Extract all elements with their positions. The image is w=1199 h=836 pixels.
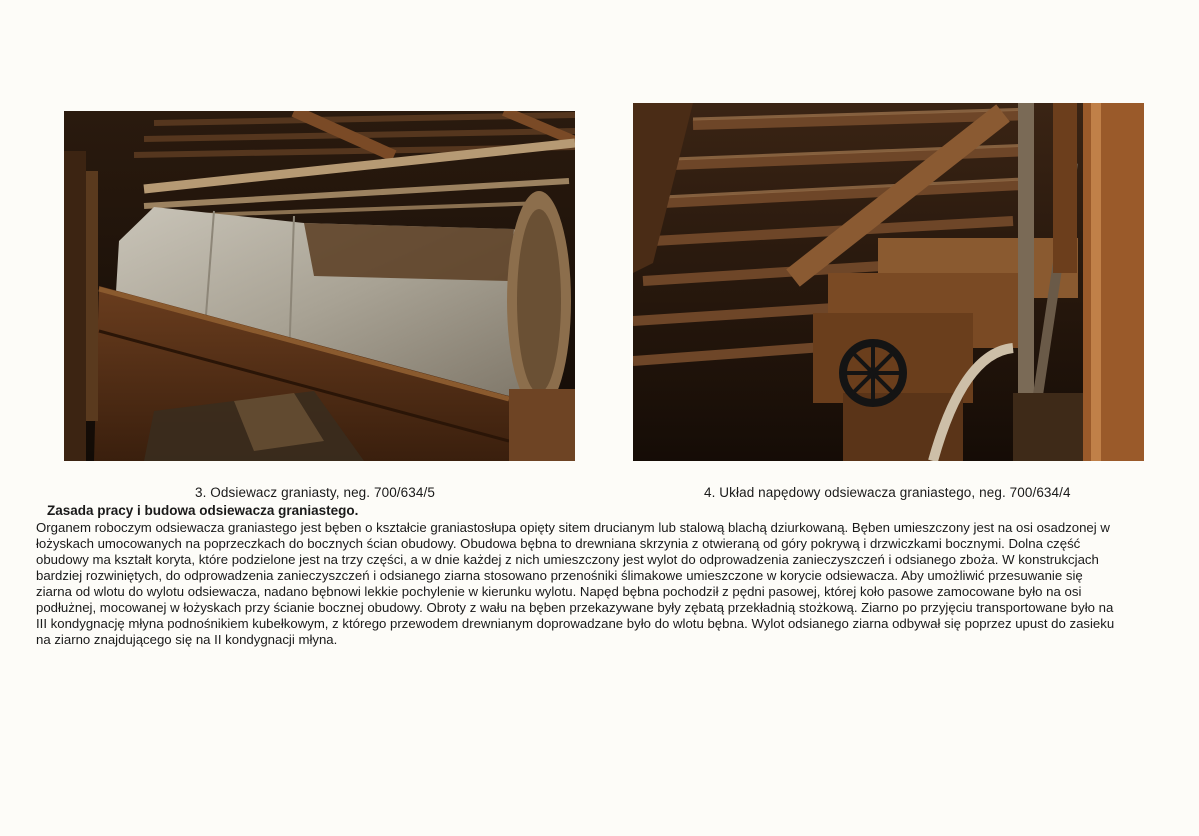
body-text-line: Organem roboczym odsiewacza graniastego jest bęben o kształcie graniastosłupa opięty sitem drucianym lub stalową blachą dziurkowaną. Bęben umieszczony jest na osi osadzonej w [36, 520, 1110, 535]
body-text-line: na ziarno znajdującego się na II kondygnacji młyna. [36, 632, 338, 647]
photo-drive-mechanism [633, 103, 1144, 461]
body-text-line: łożyskach umocowanych na poprzeczkach do bocznych ścian obudowy. Obudowa bębna to drewniana skrzynia z otwieraną od góry pokrywą i drzwiczkami bocznymi. Dolna część [36, 536, 1081, 551]
body-text-line: bardziej rozwiniętych, do odprowadzenia zanieczyszczeń i odsianego ziarna stosowano przenośniki ślimakowe umieszczone w korycie odsiewacza. Aby umożliwić przesuwanie się [36, 568, 1083, 583]
photo-grain-sifter [64, 111, 575, 461]
section-heading: Zasada pracy i budowa odsiewacza graniastego. [47, 503, 359, 518]
body-text-line: obudowy ma kształt koryta, które podzielone jest na trzy części, a w dnie każdej z nich umieszczony jest wylot do odprowadzenia zanieczyszczeń i odsianego zboża. W konstrukcjach [36, 552, 1099, 567]
body-text-line: III kondygnację młyna podnośnikiem kubełkowym, z którego przewodem drewnianym doprowadzane było do wlotu bębna. Wylot odsianego ziarna odbywał się poprzez upust do zasieku [36, 616, 1115, 631]
figure-caption: 3. Odsiewacz graniasty, neg. 700/634/5 [195, 485, 435, 500]
body-text-line: ziarna od wlotu do wylotu odsiewacza, nadano bębnowi lekkie pochylenie w kierunku wylotu. Napęd bębna pochodził z pędni pasowej, której koło pasowe zamocowane było na osi [36, 584, 1082, 599]
figure-caption: 4. Układ napędowy odsiewacza graniastego, neg. 700/634/4 [704, 485, 1071, 500]
body-text-line: podłużnej, mocowanej w łożyskach przy ścianie bocznej obudowy. Obroty z wału na bęben przekazywane były zębatą przekładnią stożkową. Ziarno po przyjęciu transportowane było na [36, 600, 1114, 615]
